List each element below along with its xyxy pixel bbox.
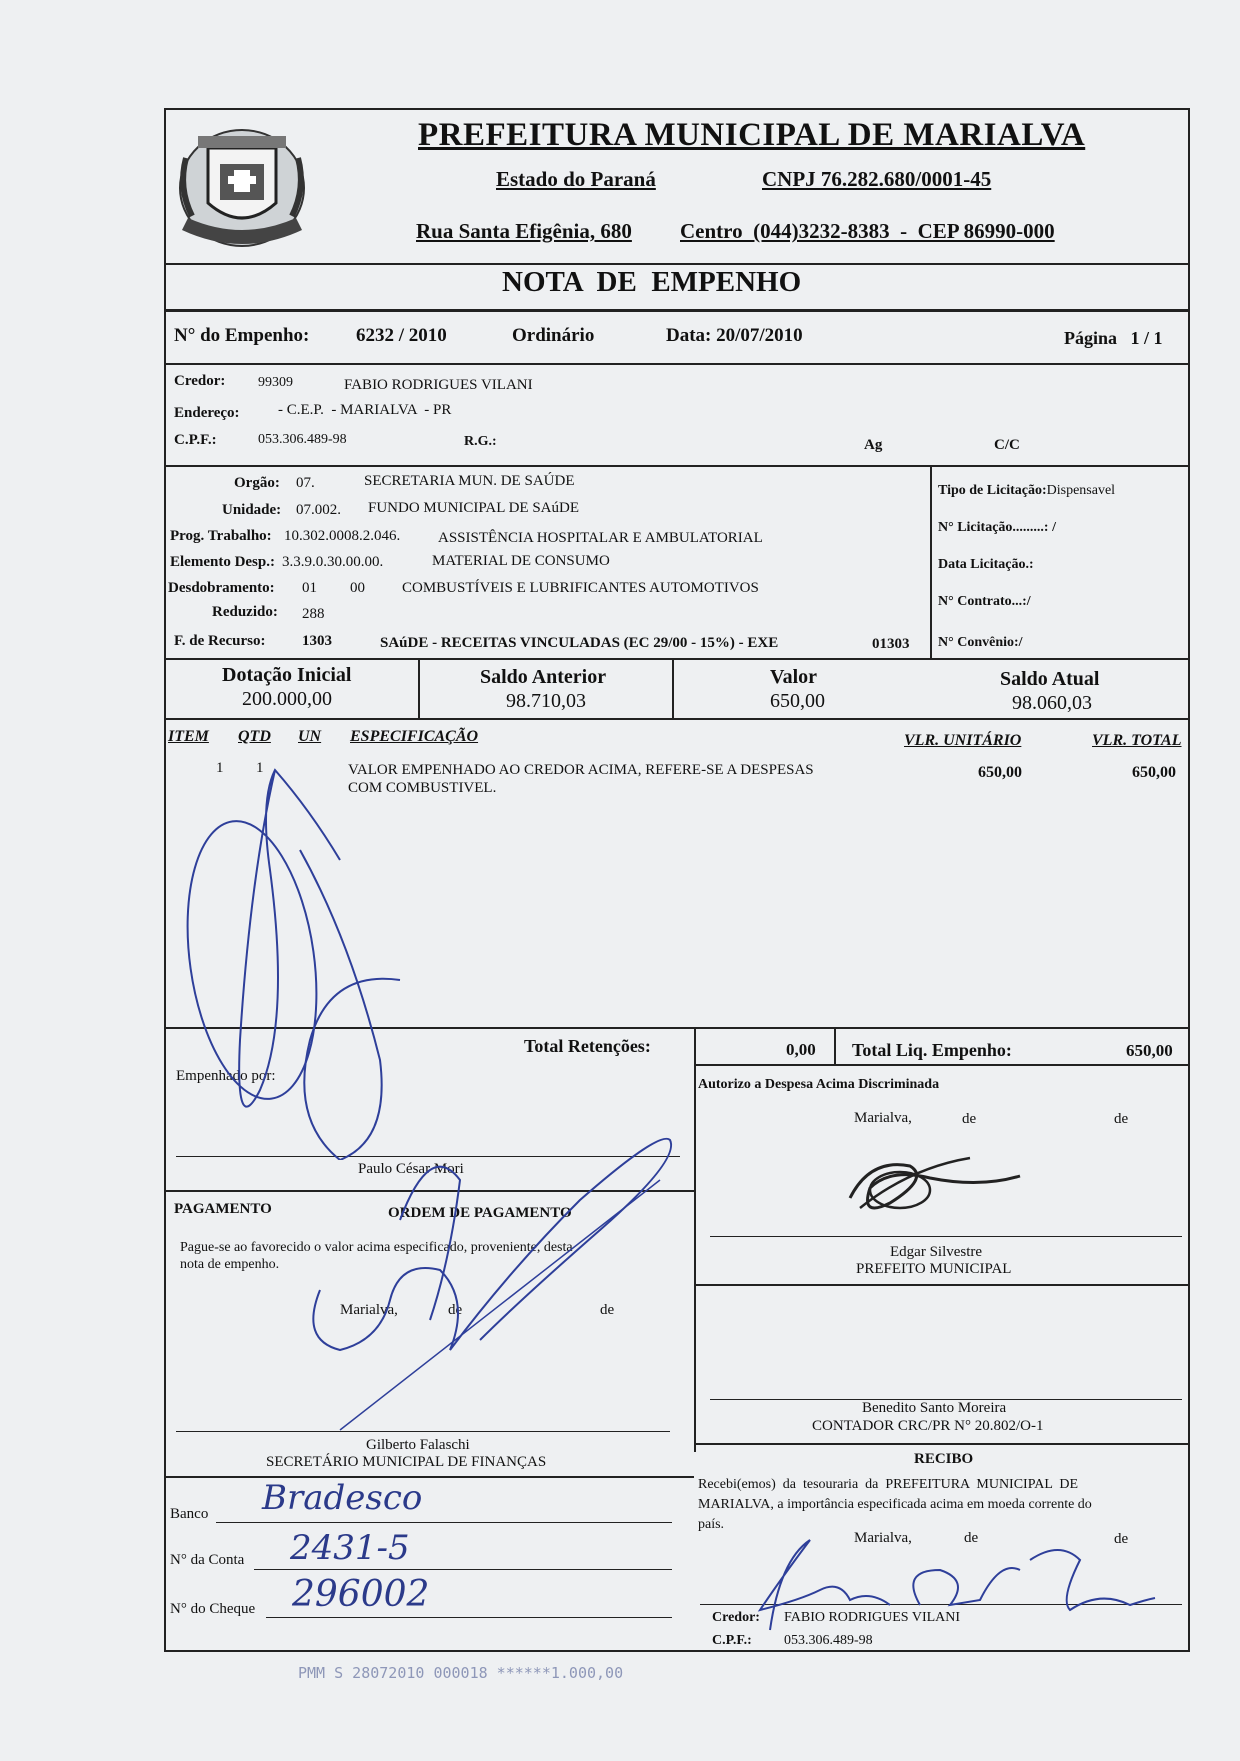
state-name: Estado do Paraná	[496, 167, 656, 191]
divider	[930, 465, 932, 660]
orgao-code: 07.	[296, 475, 315, 491]
unidade-code: 07.002.	[296, 502, 341, 518]
col-header-unit-value: VLR. UNITÁRIO	[904, 732, 1022, 749]
divider	[164, 1476, 694, 1478]
tipo-licitacao-label	[938, 483, 1115, 499]
recibo-de2: de	[1114, 1531, 1129, 1547]
rg-label: R.G.:	[464, 434, 497, 449]
payment-stamp: PMM S 28072010 000018 ******1.000,00	[298, 1664, 624, 1682]
total-liquido-value: 650,00	[1126, 1041, 1173, 1060]
divider	[834, 1027, 836, 1065]
pagamento-text-line2: nota de empenho.	[180, 1257, 280, 1272]
divider	[164, 658, 1190, 660]
autorizo-text: Autorizo a Despesa Acima Discriminada	[698, 1077, 940, 1092]
prefeito-signer: Edgar Silvestre	[890, 1244, 983, 1260]
valor-value: 650,00	[770, 690, 825, 712]
agency-label: Ag	[864, 437, 883, 453]
licitacao-number: N° Licitação.........: /	[938, 520, 1056, 535]
saldo-anterior-label: Saldo Anterior	[480, 666, 607, 688]
divider	[164, 363, 1190, 365]
pagamento-label: PAGAMENTO	[174, 1201, 272, 1217]
desdobramento-label: Desdobramento:	[168, 580, 275, 596]
col-header-qtd: QTD	[238, 728, 271, 745]
account-label: C/C	[994, 437, 1020, 453]
signature-line	[176, 1431, 670, 1432]
row-spec-line2: COM COMBUSTIVEL.	[348, 780, 497, 796]
contador-signer: Benedito Santo Moreira	[862, 1400, 1007, 1416]
recurso-name: SAúDE - RECEITAS VINCULADAS (EC 29/00 - 15%) - EXE	[380, 635, 779, 651]
recibo-place: Marialva,	[854, 1530, 912, 1546]
col-header-item: ITEM	[168, 728, 209, 745]
divider	[418, 658, 420, 719]
signature-line	[176, 1156, 680, 1157]
prog-label: Prog. Trabalho:	[170, 528, 272, 544]
dotacao-value: 200.000,00	[242, 688, 332, 710]
conta-line	[254, 1569, 672, 1570]
row-total-value: 650,00	[1132, 764, 1176, 781]
divider	[164, 1027, 1190, 1029]
empenhado-por-label: Empenhado por:	[176, 1068, 276, 1084]
pagamento-de1: de	[448, 1302, 463, 1318]
reduzido-value: 288	[302, 606, 325, 622]
recibo-text-line3: país.	[698, 1517, 725, 1532]
contador-role: CONTADOR CRC/PR N° 20.802/O-1	[812, 1418, 1044, 1434]
address-label: Endereço:	[174, 405, 240, 421]
elemento-code: 3.3.9.0.30.00.00.	[282, 554, 384, 570]
recurso-code: 1303	[302, 633, 332, 649]
recurso-code2: 01303	[872, 636, 910, 652]
cpf-label: C.P.F.:	[174, 432, 217, 448]
orgao-name: SECRETARIA MUN. DE SAÚDE	[364, 473, 575, 489]
credor-address: - C.E.P. - MARIALVA - PR	[278, 402, 452, 418]
retencoes-value: 0,00	[786, 1040, 816, 1059]
prog-code: 10.302.0008.2.046.	[284, 528, 401, 544]
prog-name: ASSISTÊNCIA HOSPITALAR E AMBULATORIAL	[438, 530, 763, 546]
recurso-label: F. de Recurso:	[174, 633, 266, 649]
reduzido-label: Reduzido:	[212, 604, 278, 620]
conta-label: N° da Conta	[170, 1552, 245, 1568]
recibo-cpf-label: C.P.F.:	[712, 1633, 752, 1648]
credor-code: 99309	[258, 375, 293, 390]
empenhado-signer: Paulo César Mori	[358, 1161, 464, 1177]
retencoes-label: Total Retenções:	[524, 1036, 651, 1056]
dotacao-label: Dotação Inicial	[222, 664, 352, 686]
row-item: 1	[216, 760, 224, 776]
signature-line	[700, 1604, 1182, 1605]
divider	[694, 1284, 1190, 1286]
unidade-label: Unidade:	[222, 502, 282, 518]
recibo-credor-label: Credor:	[712, 1610, 760, 1625]
cnpj: CNPJ 76.282.680/0001-45	[762, 167, 992, 191]
credor-label: Credor:	[174, 373, 226, 389]
autorizo-de1: de	[962, 1111, 977, 1127]
col-header-un: UN	[298, 728, 322, 745]
credor-cpf: 053.306.489-98	[258, 432, 347, 447]
conta-handwritten: 2431-5	[290, 1528, 410, 1568]
row-spec-line1: VALOR EMPENHADO AO CREDOR ACIMA, REFERE-SE A DESPESAS	[348, 762, 814, 778]
credor-name: FABIO RODRIGUES VILANI	[344, 377, 533, 393]
empenho-type: Ordinário	[512, 325, 595, 346]
recibo-title: RECIBO	[914, 1451, 974, 1467]
row-unit-value: 650,00	[978, 764, 1022, 781]
desdobramento-code1: 01	[302, 580, 317, 596]
desdobramento-name: COMBUSTÍVEIS E LUBRIFICANTES AUTOMOTIVOS	[402, 580, 759, 596]
recibo-credor-name: FABIO RODRIGUES VILANI	[784, 1610, 961, 1625]
prefeito-role: PREFEITO MUNICIPAL	[856, 1261, 1012, 1277]
banco-line	[216, 1522, 672, 1523]
saldo-anterior-value: 98.710,03	[506, 690, 586, 712]
financas-role: SECRETÁRIO MUNICIPAL DE FINANÇAS	[266, 1454, 547, 1470]
district-phone-cep: Centro (044)3232-8383 - CEP 86990-000	[680, 219, 1055, 243]
page-number: Página 1 / 1	[1064, 328, 1163, 348]
recibo-cpf: 053.306.489-98	[784, 1633, 873, 1648]
divider	[694, 1064, 1190, 1066]
divider	[164, 1190, 694, 1192]
divider	[164, 309, 1190, 312]
tipo-licitacao-value: Dispensavel	[1046, 483, 1116, 498]
elemento-label: Elemento Desp.:	[170, 554, 275, 570]
recibo-text-line1: Recebi(emos) da tesouraria da PREFEITURA MUNICIPAL DE	[698, 1477, 1079, 1492]
autorizo-place: Marialva,	[854, 1110, 912, 1126]
recibo-de1: de	[964, 1530, 979, 1546]
elemento-name: MATERIAL DE CONSUMO	[432, 553, 610, 569]
divider	[164, 718, 1190, 720]
col-header-total-value: VLR. TOTAL	[1092, 732, 1182, 749]
document-title: NOTA DE EMPENHO	[502, 266, 802, 298]
recibo-text-line2: MARIALVA, a importância especificada acima em moeda corrente do	[698, 1497, 1092, 1512]
divider	[672, 658, 674, 719]
cheque-handwritten: 296002	[292, 1574, 430, 1615]
licitacao-date: Data Licitação.:	[938, 557, 1034, 572]
row-qtd: 1	[256, 760, 264, 776]
street-address: Rua Santa Efigênia, 680	[416, 219, 632, 243]
divider	[164, 263, 1190, 265]
pagamento-de2: de	[600, 1302, 615, 1318]
divider	[164, 465, 1190, 467]
tipo-licitacao-label-text: Tipo de Licitação:	[938, 483, 1047, 498]
empenho-date: Data: 20/07/2010	[666, 325, 803, 346]
saldo-atual-value: 98.060,03	[1012, 692, 1092, 714]
cheque-label: N° do Cheque	[170, 1601, 256, 1617]
divider	[694, 1443, 1190, 1445]
saldo-atual-label: Saldo Atual	[1000, 668, 1100, 690]
valor-label: Valor	[770, 666, 818, 688]
total-liquido-label: Total Liq. Empenho:	[852, 1040, 1012, 1060]
municipality-title: PREFEITURA MUNICIPAL DE MARIALVA	[418, 117, 1086, 153]
contrato-number: N° Contrato...:/	[938, 594, 1031, 609]
autorizo-de2: de	[1114, 1111, 1129, 1127]
empenho-number: 6232 / 2010	[356, 325, 447, 346]
unidade-name: FUNDO MUNICIPAL DE SAúDE	[368, 500, 579, 516]
banco-handwritten: Bradesco	[262, 1478, 423, 1518]
banco-label: Banco	[170, 1506, 209, 1522]
divider	[694, 1027, 696, 1452]
convenio-number: N° Convênio:/	[938, 635, 1023, 650]
ordem-pagamento-label: ORDEM DE PAGAMENTO	[388, 1205, 572, 1221]
empenho-label: N° do Empenho:	[174, 325, 310, 346]
cheque-line	[266, 1617, 672, 1618]
financas-signer: Gilberto Falaschi	[366, 1437, 470, 1453]
col-header-spec: ESPECIFICAÇÃO	[350, 728, 479, 745]
coat-of-arms-logo	[168, 118, 316, 258]
desdobramento-code2: 00	[350, 580, 365, 596]
signature-line	[710, 1236, 1182, 1237]
pagamento-text-line1: Pague-se ao favorecido o valor acima especificado, proveniente, desta	[180, 1240, 573, 1255]
pagamento-place: Marialva,	[340, 1302, 398, 1318]
orgao-label: Orgão:	[234, 475, 280, 491]
